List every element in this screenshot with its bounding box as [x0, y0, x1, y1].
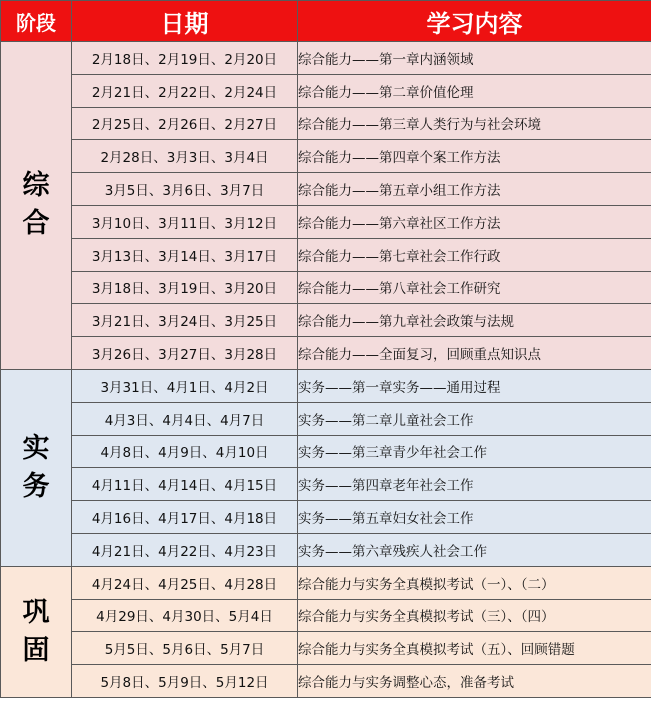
table-row	[1, 42, 651, 75]
date-cell: 5月5日、5月6日、5月7日	[72, 632, 298, 665]
table-row	[1, 632, 651, 665]
content-cell: 综合能力——第七章社会工作行政	[298, 238, 651, 271]
content-cell: 综合能力——第一章内涵领域	[298, 42, 651, 75]
table-row	[1, 566, 651, 599]
content-cell: 综合能力与实务全真模拟考试（五）、回顾错题	[298, 632, 651, 665]
date-cell: 3月21日、3月24日、3月25日	[72, 304, 298, 337]
stage-label-char: 合	[22, 208, 50, 240]
date-cell: 4月21日、4月22日、4月23日	[72, 533, 298, 566]
header-row	[1, 1, 651, 42]
content-cell: 综合能力——全面复习，回顾重点知识点	[298, 337, 651, 370]
table-row	[1, 140, 651, 173]
content-cell: 综合能力——第六章社区工作方法	[298, 205, 651, 238]
table-row	[1, 533, 651, 566]
content-cell: 实务——第二章儿童社会工作	[298, 402, 651, 435]
table-row	[1, 599, 651, 632]
schedule-body	[1, 42, 651, 698]
date-cell: 2月28日、3月3日、3月4日	[72, 140, 298, 173]
table-row	[1, 74, 651, 107]
content-cell: 综合能力与实务全真模拟考试（三）、（四）	[298, 599, 651, 632]
table-row	[1, 271, 651, 304]
stage-cell	[1, 42, 72, 370]
content-cell: 综合能力与实务调整心态，准备考试	[298, 665, 651, 698]
date-cell: 2月21日、2月22日、2月24日	[72, 74, 298, 107]
date-cell: 4月3日、4月4日、4月7日	[72, 402, 298, 435]
header-content: 学习内容	[298, 1, 651, 42]
date-cell: 3月5日、3月6日、3月7日	[72, 173, 298, 206]
date-cell: 4月24日、4月25日、4月28日	[72, 566, 298, 599]
table-row	[1, 173, 651, 206]
table-row	[1, 369, 651, 402]
content-cell: 综合能力——第四章个案工作方法	[298, 140, 651, 173]
table-row	[1, 337, 651, 370]
date-cell: 2月25日、2月26日、2月27日	[72, 107, 298, 140]
stage-label-char: 务	[22, 470, 50, 502]
table-row	[1, 238, 651, 271]
table-row	[1, 304, 651, 337]
date-cell: 3月31日、4月1日、4月2日	[72, 369, 298, 402]
date-cell: 4月8日、4月9日、4月10日	[72, 435, 298, 468]
header-stage: 阶段	[1, 1, 72, 42]
table-row	[1, 665, 651, 698]
stage-label-char: 固	[22, 634, 50, 666]
content-cell: 实务——第六章残疾人社会工作	[298, 533, 651, 566]
stage-label-char: 实	[22, 432, 50, 464]
date-cell: 3月26日、3月27日、3月28日	[72, 337, 298, 370]
content-cell: 综合能力——第五章小组工作方法	[298, 173, 651, 206]
date-cell: 4月16日、4月17日、4月18日	[72, 501, 298, 534]
stage-cell	[1, 566, 72, 697]
date-cell: 3月18日、3月19日、3月20日	[72, 271, 298, 304]
date-cell: 4月29日、4月30日、5月4日	[72, 599, 298, 632]
content-cell: 实务——第三章青少年社会工作	[298, 435, 651, 468]
table-row	[1, 205, 651, 238]
content-cell: 实务——第一章实务——通用过程	[298, 369, 651, 402]
content-cell: 综合能力——第八章社会工作研究	[298, 271, 651, 304]
date-cell: 4月11日、4月14日、4月15日	[72, 468, 298, 501]
date-cell: 5月8日、5月9日、5月12日	[72, 665, 298, 698]
content-cell: 综合能力——第九章社会政策与法规	[298, 304, 651, 337]
stage-cell	[1, 369, 72, 566]
table-row	[1, 468, 651, 501]
stage-label-char: 巩	[22, 596, 50, 628]
date-cell: 2月18日、2月19日、2月20日	[72, 42, 298, 75]
table-row	[1, 402, 651, 435]
header-date: 日期	[72, 1, 298, 42]
content-cell: 实务——第四章老年社会工作	[298, 468, 651, 501]
content-cell: 综合能力与实务全真模拟考试（一）、（二）	[298, 566, 651, 599]
date-cell: 3月13日、3月14日、3月17日	[72, 238, 298, 271]
content-cell: 综合能力——第三章人类行为与社会环境	[298, 107, 651, 140]
table-row	[1, 501, 651, 534]
content-cell: 实务——第五章妇女社会工作	[298, 501, 651, 534]
content-cell: 综合能力——第二章价值伦理	[298, 74, 651, 107]
table-row	[1, 435, 651, 468]
date-cell: 3月10日、3月11日、3月12日	[72, 205, 298, 238]
stage-label-char: 综	[22, 170, 50, 202]
table-row	[1, 107, 651, 140]
